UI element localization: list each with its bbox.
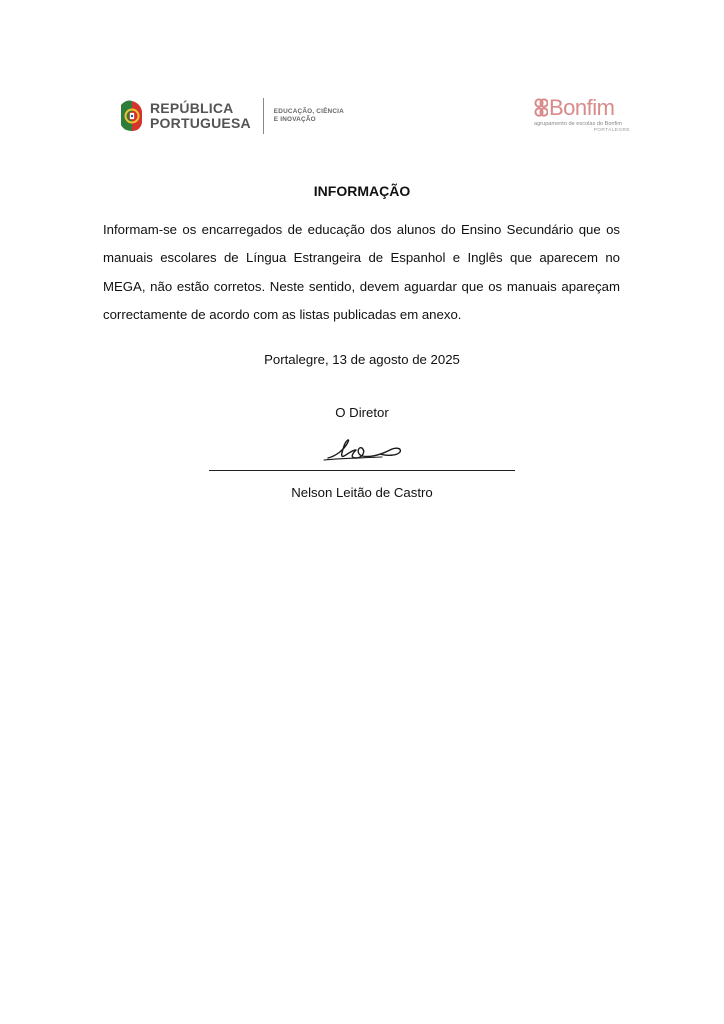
signer-role: O Diretor — [335, 405, 389, 420]
government-logo — [118, 96, 344, 136]
government-name-line-1: REPÚBLICA — [150, 100, 234, 116]
ministry-name — [274, 108, 344, 124]
portuguese-flag-emblem-icon — [118, 97, 144, 135]
place-date: Portalegre, 13 de agosto de 2025 — [264, 352, 460, 367]
school-subtitle: agrupamento de escolas do Bonfim — [534, 121, 623, 127]
logo-divider — [263, 98, 264, 134]
document-body: Informam-se os encarregados de educação dos alunos do Ensino Secundário que os manuais escolares de Língua Estrangeira de Espanhol e Inglês que aparecem no MEGA, não estão corretos. Neste sentido, devem aguardar que os manuais apareçam correctamente de acordo com as listas publicadas em anexo. — [103, 222, 620, 323]
school-city: PORTALEGRE — [593, 128, 630, 133]
ministry-name-line-2: E INOVAÇÃO — [273, 116, 316, 123]
document-title: INFORMAÇÃO — [313, 183, 411, 199]
handwritten-signature — [322, 436, 408, 466]
ministry-name-line-1: EDUCAÇÃO, CIÊNCIA — [273, 108, 344, 115]
government-name — [150, 101, 251, 131]
signature-line — [209, 470, 515, 471]
bonfim-logo-mark-icon — [534, 97, 548, 119]
school-logo — [534, 96, 630, 132]
government-name-line-2: PORTUGUESA — [150, 115, 251, 131]
signer-name: Nelson Leitão de Castro — [291, 485, 433, 500]
school-name: Bonfim — [549, 95, 615, 120]
